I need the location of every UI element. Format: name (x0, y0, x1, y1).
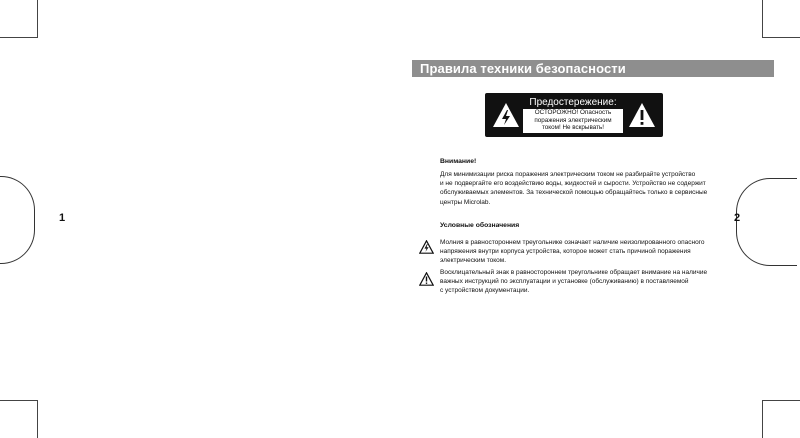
paragraph-line: Молния в равностороннем треугольнике означает наличие неизолированного опасного (440, 239, 705, 246)
warning-line: поражения электрическим (534, 116, 612, 124)
paragraph-line: центры Microlab. (440, 198, 491, 206)
paragraph-line: электрическим током. (440, 257, 507, 265)
crop-mark-bottom-right (762, 400, 763, 438)
attention-paragraph (440, 170, 716, 207)
paragraph-line: и не подвергайте его воздействию воды, жидкостей и сырости. Устройство не содержит (440, 180, 706, 188)
paragraph-line: Восклицательный знак в равностороннем треугольнике обращает внимание на наличие (440, 269, 708, 276)
paragraph-line: важных инструкций по эксплуатации и установке (обслуживанию) в поставляемой (440, 278, 689, 286)
paragraph-line: напряжения внутри корпуса устройства, которое может стать причиной поражения (440, 248, 691, 256)
page-number-left: 1 (59, 212, 66, 224)
lightning-description (440, 238, 716, 266)
paragraph-line: с устройством документации. (440, 287, 530, 295)
lightning-triangle-icon (419, 240, 434, 254)
warning-line: ОСТОРОЖНО! Опасность (534, 109, 612, 116)
exclamation-triangle-icon (419, 272, 434, 286)
warning-text-panel (523, 109, 623, 133)
lightning-warning-icon (492, 102, 520, 128)
right-page-tab (736, 178, 797, 266)
crop-mark-bottom-left (37, 400, 38, 438)
paragraph-line: обслуживаемых элементов. За технической помощью обращайтесь только в сервисные (440, 189, 708, 197)
crop-mark-top-right-h (762, 37, 800, 38)
left-page-tab (0, 176, 35, 264)
exclamation-description (440, 268, 716, 296)
crop-mark-bottom-right-h (762, 400, 800, 401)
exclamation-warning-icon (628, 102, 656, 128)
warning-line: током! Не вскрывать! (541, 124, 605, 132)
section-title: Правила техники безопасности (420, 61, 626, 76)
attention-heading: Внимание! (440, 158, 477, 165)
crop-mark-bottom-left-h (0, 400, 38, 401)
symbols-heading: Условные обозначения (440, 222, 520, 229)
section-title-bar (412, 60, 774, 77)
warning-label (485, 93, 663, 137)
page-number-right: 2 (734, 212, 741, 224)
crop-mark-top-right (762, 0, 763, 38)
paragraph-line: Для минимизации риска поражения электрическим током не разбирайте устройство (440, 171, 696, 178)
crop-mark-top-left-h (0, 37, 38, 38)
warning-header: Предостережение: (529, 97, 617, 108)
crop-mark-top-left (37, 0, 38, 38)
